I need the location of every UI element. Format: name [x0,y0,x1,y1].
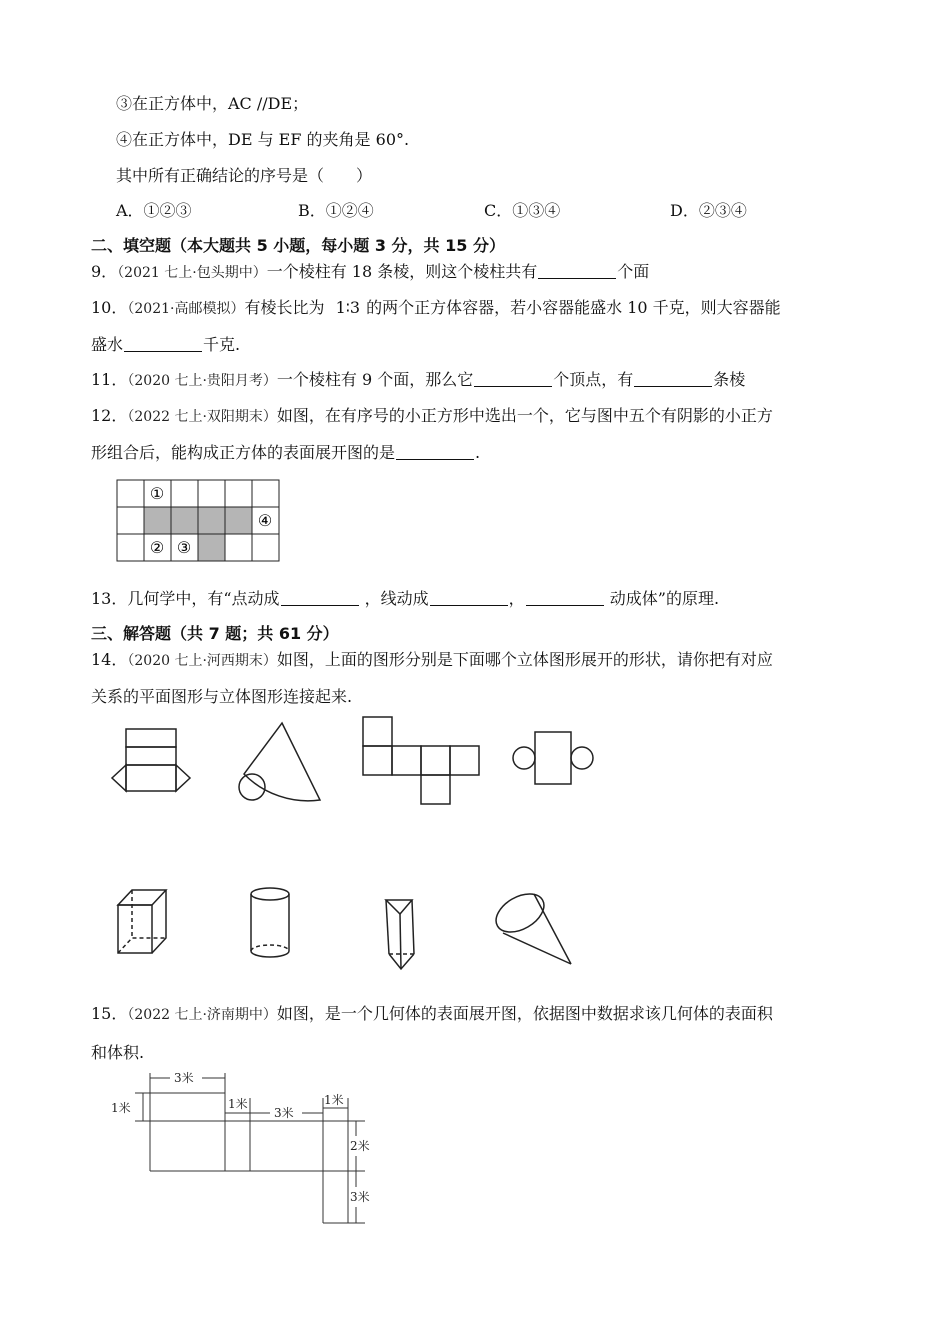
question-13 [91,589,719,609]
q14-number: 14． [91,650,128,669]
q14-source: （2020 七上·河西期末） [127,653,277,669]
dim-2m-right: 2米 [350,1139,370,1153]
shaded-square [225,507,252,534]
question-9 [91,262,649,283]
q13-answer-blank-3[interactable] [526,589,604,606]
cube-net[interactable] [363,717,479,804]
q10-number: 10． [91,298,128,317]
dim-left-1m: 1米 [111,1101,131,1115]
q10-line2-end: 千克. [203,335,241,354]
q10-line2-start: 盛水 [91,335,124,354]
q8-statement-4: ④在正方体中，DE 与 EF 的夹角是 60°. [116,130,410,149]
q11-source: （2020 七上·贵阳月考） [127,373,277,389]
question-10-line-2 [91,335,240,355]
q14-nets-row [110,714,610,824]
q13-answer-blank-2[interactable] [430,589,508,606]
q9-text: 一个棱柱有 18 条棱，则这个棱柱共有 [266,262,538,281]
grid-label-4[interactable]: ④ [257,511,273,530]
dim-1m-b: 1米 [324,1093,344,1107]
q9-source: （2021 七上·包头期中） [117,265,267,281]
dim-1m-a: 1米 [228,1097,248,1111]
prism-net[interactable] [112,729,190,791]
dim-3m-right: 3米 [350,1190,370,1204]
q12-answer-blank[interactable] [396,443,474,460]
q14-solids-row [110,880,600,985]
q15-source: （2022 七上·济南期中） [127,1007,277,1023]
question-12-line-2 [91,443,480,463]
cylinder-net[interactable] [513,732,593,784]
q8-option-a: A．①②③ [116,201,192,220]
section-3-heading: 三、解答题（共 7 题；共 61 分） [91,624,339,643]
triangular-prism-solid[interactable] [386,900,414,969]
q13-text: 几何学中，有“点动成 [127,589,280,608]
cone-net[interactable] [239,723,320,801]
q15-net-diagram [110,1068,400,1228]
q10-text: 有棱长比为 [244,298,325,317]
q11-text: 一个棱柱有 9 个面，那么它 [276,370,474,389]
cone-solid[interactable] [489,886,571,964]
grid-label-3[interactable]: ③ [176,538,192,557]
grid-label-2[interactable]: ② [149,538,165,557]
q10-ratio: 1∶3 [335,298,361,317]
section-2-heading: 二、填空题（本大题共 5 小题，每小题 3 分，共 15 分） [91,236,505,255]
q8-option-c: C．①③④ [484,201,561,220]
q9-text-end: 个面 [617,262,650,281]
q15-text: 如图，是一个几何体的表面展开图，依据图中数据求该几何体的表面积 [276,1004,773,1023]
q12-number: 12． [91,406,128,425]
shaded-square [144,507,171,534]
q9-answer-blank[interactable] [538,262,616,279]
q12-source: （2022 七上·双阳期末） [127,409,277,425]
q11-text-c: 条棱 [713,370,746,389]
q13-text-d: 动成体”的原理. [609,589,720,608]
q13-number: 13． [91,589,128,608]
question-11 [91,370,745,391]
q8-option-d: D．②③④ [670,201,747,220]
q11-answer-blank-1[interactable] [474,370,552,387]
shaded-square [198,507,225,534]
q13-text-b: ，线动成 [364,589,429,608]
q13-text-c: ， [508,589,525,608]
q8-option-b: B．①②④ [298,201,374,220]
question-10 [91,298,781,319]
q11-number: 11． [91,370,128,389]
q15-number: 15． [91,1004,128,1023]
q9-number: 9． [91,262,118,281]
q11-text-b: 个顶点，有 [553,370,634,389]
question-12 [91,406,773,427]
question-15 [91,1004,773,1025]
q8-statement-3: ③在正方体中，AC //DE； [116,94,309,113]
question-14-line-2: 关系的平面图形与立体图形连接起来. [91,687,353,706]
q10-source: （2021·高邮模拟） [127,301,245,317]
q13-answer-blank-1[interactable] [281,589,359,606]
q8-prompt: 其中所有正确结论的序号是（ ） [116,166,373,185]
shaded-square [171,507,198,534]
q10-answer-blank[interactable] [124,335,202,352]
question-15-line-2: 和体积. [91,1043,145,1062]
q10-text-b: 的两个正方体容器，若小容器能盛水 10 千克，则大容器能 [366,298,781,317]
cuboid-solid[interactable] [118,890,166,953]
cylinder-solid[interactable] [251,888,289,957]
q12-line2: 形组合后，能构成正方体的表面展开图的是 [91,443,396,462]
dim-3m-middle: 3米 [274,1106,294,1120]
question-14 [91,650,773,671]
grid-label-1[interactable]: ① [149,484,165,503]
q11-answer-blank-2[interactable] [634,370,712,387]
dim-top-3m: 3米 [174,1071,194,1085]
q14-text: 如图，上面的图形分别是下面哪个立体图形展开的形状，请你把有对应 [276,650,773,669]
q12-text: 如图，在有序号的小正方形中选出一个，它与图中五个有阴影的小正方 [276,406,773,425]
q12-grid-figure [116,479,286,569]
q12-line2-end: . [475,443,481,462]
shaded-square [198,534,225,561]
